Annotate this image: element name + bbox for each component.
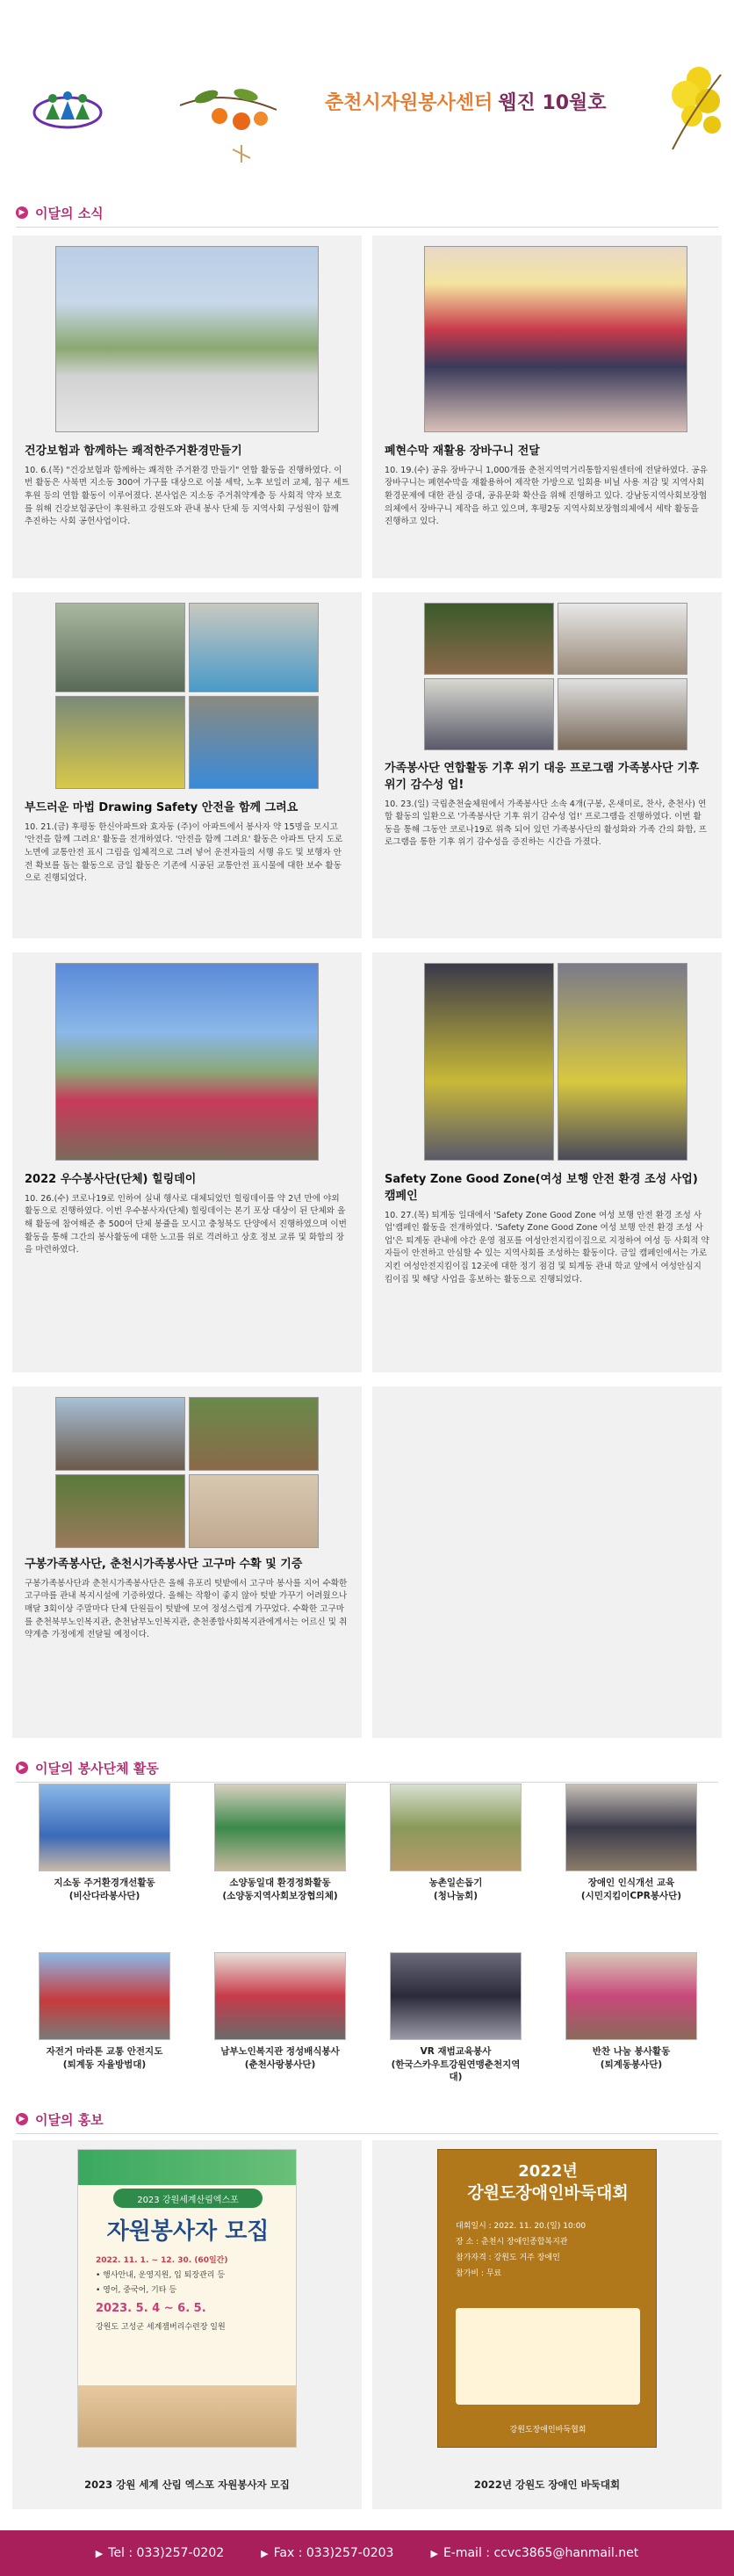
activity-photo [565, 1784, 697, 1871]
news-body: 10. 27.(목) 퇴계동 일대에서 'Safety Zone Good Zone 여성 보행 안전 환경 조성 사업'캠페인 활동을 전개하였다. 'Safety Zone Good Zone 여성 보행 안전 환경 조성 사업'은 퇴계동 관내에 야간 운영 점포를 여성안전지킴이집으로 지정하여 여성 등 사회적 약자들이 안전하고 안심할 수 있는 지역사회를 조성하는 활동이다. 금일 캠페인에서는 가로지킨 여성안전지킴이집 12곳에 대한 정기 점검 및 퇴계동 관내 학교 앞에서 여성안심지킴이집 및 해당 사업을 홍보하는 활동으로 진행되었다. [385, 1210, 709, 1284]
divider [16, 1782, 718, 1783]
section-promo-label: 이달의 홍보 [35, 2111, 104, 2128]
news-body: 10. 26.(수) 코로나19로 인하여 실내 행사로 대체되었던 힐링데이를 약 2년 만에 야외 활동으로 진행하였다. 이번 우수봉사자(단체) 힐링데이는 본기 포상 대상이 된 단체와 올해 활동에 참여해준 총 500여 단체 봉쥴을 모시고 충청북도 단양에서 진행하였으며 이번 활동을 통해 그간의 봉사활동에 대한 노고를 위로 격려하고 상호 정보 교류 및 화합의 장을 마련하였다. [25, 1193, 347, 1255]
persimmon-branch-icon [180, 70, 281, 167]
news-title: 건강보험과 함께하는 쾌적한주거환경만들기 [25, 445, 242, 458]
footer-fax [261, 2546, 393, 2560]
poster-badge: 2023 강원세계산림엑스포 [113, 2189, 263, 2208]
news-card[interactable] [372, 235, 722, 578]
activity-title: 농촌일손돕기 [428, 1878, 483, 1888]
poster-detail: • 영어, 중국어, 기타 등 [96, 2286, 177, 2296]
activity-org: (비산다라봉사단) [68, 1890, 140, 1901]
section-activities-title [16, 1757, 159, 1778]
promo-caption: 2022년 강원도 장애인 바둑대회 [473, 2478, 621, 2491]
section-promo-title [16, 2109, 104, 2130]
activity-item[interactable] [39, 1952, 170, 2071]
tel-text: Tel : 033)257-0202 [108, 2546, 225, 2560]
activity-title: 장애인 인식개선 교육 [587, 1878, 675, 1888]
poster-line: 참가비 : 무료 [456, 2269, 502, 2278]
news-photo [385, 246, 709, 435]
news-body: 10. 21.(금) 후평동 한신아파트와 효자동 (주)이 아파트에서 봉사자 약 15명을 모시고 '안전을 함께 그려요' 활동을 전개하였다. '안전을 함께 그려요' 활동은 아파트 단지 도로 노면에 교통안전 표시 그림을 입체적으로 그려 넣어 운전자들의 서행 유도 및 보행자 안전 확보를 돕는 활동으로 금일 활동은 기존에 시공된 교통안전 표시물에 대한 보수 활동으로 진행되었다. [25, 821, 343, 884]
email-text: E-mail : ccvc3865@hanmail.net [443, 2546, 639, 2560]
poster-line: 참가자격 : 강원도 거주 장애인 [456, 2254, 560, 2262]
arrow-right-icon: ▶ [95, 2547, 104, 2559]
activity-org: (시민지킴이CPR봉사단) [580, 1890, 682, 1901]
activity-org: (퇴계동 자율방범대) [62, 2059, 147, 2070]
poster-title: 강원도장애인바둑대회 [467, 2183, 629, 2203]
activity-photo [214, 1784, 346, 1871]
activity-org: (퇴계동봉사단) [600, 2059, 663, 2070]
activity-title: 남부노인복지관 정성배식봉사 [220, 2046, 340, 2057]
news-title: 가족봉사단 연합활동 기후 위기 대응 프로그램 가족봉사단 기후 위기 감수성 업! [385, 762, 700, 792]
news-title: 구봉가족봉사단, 춘천시가족봉사단 고구마 수확 및 기증 [25, 1558, 303, 1571]
bullet-icon: ▶ [16, 2113, 28, 2125]
news-photo [25, 1397, 349, 1548]
activity-photo [390, 1952, 522, 2040]
activity-photo [39, 1952, 170, 2040]
header [0, 0, 734, 181]
arrow-right-icon: ▶ [261, 2547, 269, 2559]
promo-card[interactable] [372, 2140, 722, 2509]
news-body: 구봉가족봉사단과 춘천시가족봉사단은 올해 유포리 텃밭에서 고구마 봉사를 지어 수확한 고구마를 관내 복지시설에 기증하였다. 올해는 작황이 좋지 않아 텃밭 가꾸기 어려웠으나 매달 3회이상 주말마다 단체 단원들이 텃밭에 모여 정성스럽게 가꾸었다. 수확한 고구마를 춘천북부노인복지관, 춘천남부노인복지관, 춘천종합사회복지관에게서는 어르신 및 취약계층 가정에게 전달될 예정이다. [25, 1578, 348, 1640]
news-card[interactable] [372, 592, 722, 938]
activity-item[interactable] [390, 1952, 522, 2084]
activity-photo [390, 1784, 522, 1871]
news-card[interactable] [12, 235, 362, 578]
footer-email[interactable] [430, 2546, 638, 2560]
poster-detail: • 행사안내, 운영지원, 입 퇴장관리 등 [96, 2271, 226, 2281]
section-news-label: 이달의 소식 [35, 205, 104, 221]
promo-card[interactable] [12, 2140, 362, 2509]
news-photo [25, 603, 349, 792]
activity-item[interactable] [214, 1952, 346, 2071]
divider [16, 2133, 718, 2134]
news-photo [385, 603, 709, 752]
footer-tel[interactable] [96, 2546, 224, 2560]
activity-photo [565, 1952, 697, 2040]
news-photo [25, 963, 349, 1163]
news-card[interactable] [372, 952, 722, 1372]
promo-poster [437, 2149, 657, 2448]
activity-photo [39, 1784, 170, 1871]
empty-card [372, 1386, 722, 1738]
activity-item[interactable] [39, 1784, 170, 1902]
activity-title: 지소동 주거환경개선활동 [54, 1878, 155, 1888]
news-card[interactable] [12, 952, 362, 1372]
poster-line: 대회일시 : 2022. 11. 20.(일) 10:00 [456, 2222, 586, 2231]
news-body: 10. 19.(수) 공유 장바구니 1,000개를 춘천지역먹거리통합지원센터에 전달하였다. 공유 장바구니는 폐현수막을 재활용하여 제작한 가방으로 일회용 비닐 사용 저감 및 지역사회 환경문제에 대한 관심 증대, 공유문화 확산을 위해 진행하고 있다. 강남동지역사회보장협의체에서 장바구니 제작을 하고 있으며, 후평2동 지역사회보장협의체에서 세탁 활동을 진행하고 있다. [385, 465, 708, 527]
activity-title: VR 재범교육봉사 [420, 2046, 492, 2057]
section-activities-label: 이달의 봉사단체 활동 [35, 1760, 159, 1776]
activity-title: 반찬 나눔 봉사활동 [592, 2046, 671, 2057]
activity-item[interactable] [565, 1952, 697, 2071]
promo-poster [77, 2149, 297, 2448]
news-photo [25, 246, 349, 435]
footer-contact-bar [0, 2530, 734, 2576]
divider [16, 227, 718, 228]
header-title [325, 88, 607, 115]
news-card[interactable] [12, 1386, 362, 1738]
promo-caption: 2023 강원 세계 산림 엑스포 자원봉사자 모집 [84, 2478, 290, 2491]
news-title: Safety Zone Good Zone(여성 보행 안전 환경 조성 사업) 캠페인 [385, 1173, 698, 1203]
activity-org: (소양동지역사회보장협의체) [222, 1890, 338, 1901]
fax-text: Fax : 033)257-0203 [273, 2546, 394, 2560]
org-name: 춘천시자원봉사센터 [325, 92, 493, 114]
poster-title: 자원봉사자 모집 [106, 2218, 270, 2245]
poster-year: 2022년 [518, 2162, 578, 2181]
poster-period: 2022. 11. 1. ~ 12. 30. (60일간) [96, 2256, 228, 2265]
poster-dates: 2023. 5. 4 ~ 6. 5. [96, 2302, 206, 2316]
news-title: 2022 우수봉사단(단체) 힐링데이 [25, 1173, 197, 1186]
activity-item[interactable] [390, 1784, 522, 1902]
ginkgo-branch-icon [637, 62, 725, 158]
bullet-icon: ▶ [16, 1762, 28, 1774]
activity-org: (한국스카우트강원연맹춘천지역대) [391, 2059, 521, 2083]
activity-photo [214, 1952, 346, 2040]
news-body: 10. 6.(목) "건강보험과 함께하는 쾌적한 주거환경 만들기" 연합 활동을 진행하였다. 이번 활동은 사북면 지소동 300여 가구를 대상으로 이불 세탁, 노후 보일러 교체, 침구 세트 후원 등의 연합 활동이 이루어졌다. 본사업은 지소동 주거취약계층 등 사회적 약자 보호를 위해 건강보험공단이 후원하고 강원도와 관내 봉사 단체 등 지역사회 구성원이 함께 추진하는 사회 공헌사업이다. [25, 465, 349, 527]
issue-label: 웹진 10월호 [498, 92, 607, 114]
bullet-icon: ▶ [16, 206, 28, 219]
activity-title: 소양동일대 환경정화활동 [229, 1878, 331, 1888]
news-card[interactable] [12, 592, 362, 938]
poster-venue: 강원도 고성군 세계잼버리수련장 일원 [96, 2322, 226, 2332]
poster-line: 장 소 : 춘천시 장애인종합복지관 [456, 2238, 568, 2247]
poster-footer: 강원도장애인바둑협회 [509, 2426, 586, 2435]
news-title: 폐현수막 재활용 장바구니 전달 [385, 445, 540, 458]
activity-org: (춘천사랑봉사단) [244, 2059, 316, 2070]
section-news-title [16, 202, 104, 223]
news-title: 부드러운 마법 Drawing Safety 안전을 함께 그려요 [25, 801, 299, 814]
activity-item[interactable] [214, 1784, 346, 1902]
arrow-right-icon: ▶ [430, 2547, 438, 2559]
activity-org: (청나눔회) [433, 1890, 479, 1901]
center-logo-icon [32, 88, 104, 130]
activity-title: 자전거 마라톤 교통 안전지도 [46, 2046, 163, 2057]
activity-item[interactable] [565, 1784, 697, 1902]
news-body: 10. 23.(일) 국립춘천숲체원에서 가족봉사단 소속 4개(구봉, 온새미로, 찬사, 춘천사) 연합 활동의 일환으로 '가족봉사단 기후 위기 감수성 업!' 프로그램을 진행하였다. 이번 활동을 통해 그동안 코로나19로 위축 되어 있던 가족봉사단의 활성화와 가족 간의 화합, 프로그램을 통한 기후 위기 감수성을 증진하는 시간을 가졌다. [385, 799, 707, 848]
news-photo [385, 963, 709, 1163]
